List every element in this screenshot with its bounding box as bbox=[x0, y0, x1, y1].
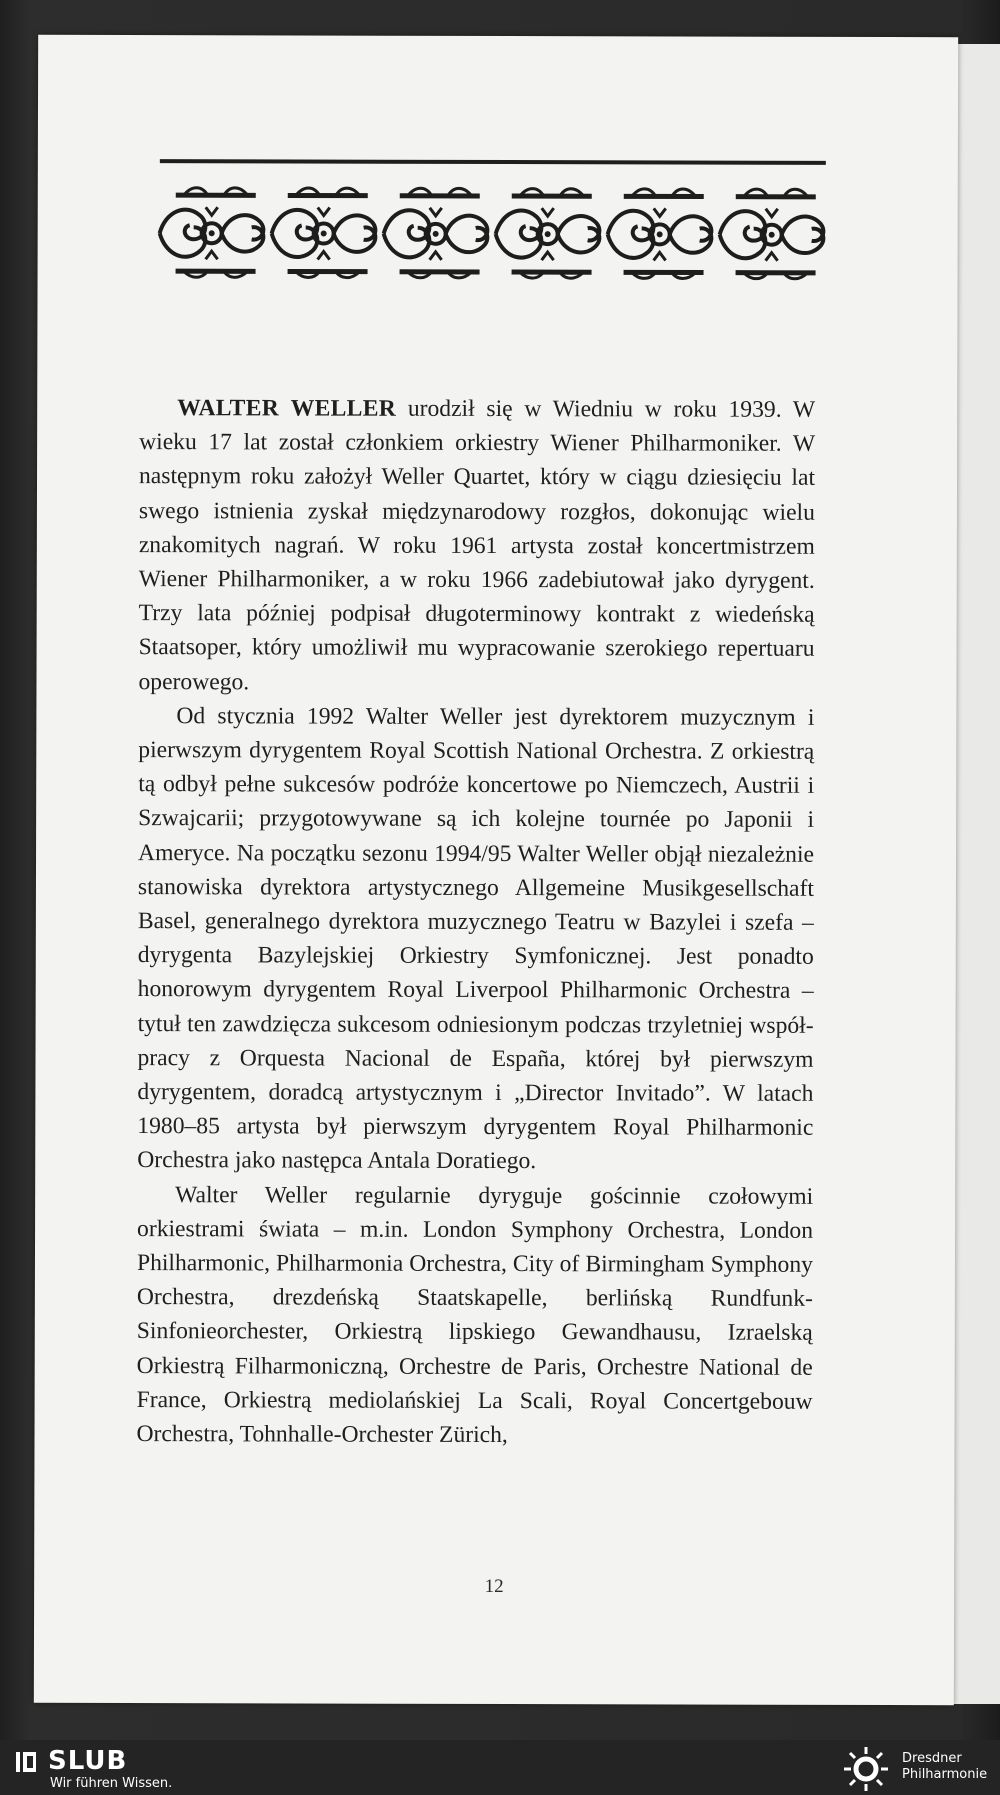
ornamental-border bbox=[156, 181, 832, 281]
library-tagline: Wir führen Wissen. bbox=[50, 1776, 173, 1791]
viewer-footer bbox=[0, 1740, 1000, 1795]
library-name[interactable]: SLUB bbox=[48, 1746, 128, 1776]
philharmonie-logo-icon[interactable] bbox=[840, 1745, 892, 1793]
partner-name-line2: Philharmonie bbox=[902, 1767, 988, 1782]
lead-name: WALTER WELLER bbox=[177, 395, 397, 422]
paragraph-1 bbox=[138, 391, 815, 701]
paragraph-3: Walter Weller regularnie dyryguje gościnnie czołowymi orkiestrami świata – m.in. London Symphony Orchestra, London Philharmonic, Philharmonia Orchestra, City of Birmingham Symphony Orchestra, drezdeńską Staatskapelle, berlińską Rundfunk-Sinfonieorchester, Orkiestrą lipskiego Gewandhausu, Izraelską Orkiestrą Filharmoniczną, Orchestre de Paris, Orchestre National de France, Orkiestrą mediolańskiej La Scali, Royal Concertgebouw Orchestra, Tohnhalle-Orchester Zürich, bbox=[136, 1181, 814, 1449]
paragraph-2: Od stycznia 1992 Walter Weller jest dyrektorem muzycznym i pierwszym dyrygentem Royal Scottish National Orchestra. Z orkiestrą tą odbył pełne sukcesów podróże koncertowe po Niemczech, Austrii i Szwajcarii; przygotowywane są ich kolejne tournée po Japonii i Ameryce. Na początku sezonu 1994/95 Walter Weller objął niezależnie stanowiska dyrektora artystycznego Allgemeine Musikgesellschaft Basel, generalnego dyrektora muzycznego Teatru w Bazylei i szefa – dyrygenta Bazylejskiej Orkiestry Symfonicznej. Jest ponadto honorowym dyrygentem Royal Liverpool Philharmonic Orchestra – tytuł ten zawdzięcza sukcesom odniesionym podczas trzyletniej współpracy z Orquesta Nacional de España, której był pierwszym dyrygentem, doradcą artystycznym i „Director Invitado”. W latach 1980–85 artysta był pierwszym dyrygentem Royal Philharmonic Orchestra jako następca Antala Doratiego. bbox=[137, 702, 815, 1175]
slub-logo-icon[interactable] bbox=[14, 1750, 38, 1774]
paragraph-1-text: urodził się w Wiedniu w roku 1939. W wieku 17 lat został członkiem orkiestry Wiener Philharmoniker. W następnym roku założył Weller Quartet, który w ciągu dziesięciu lat swego istnienia zyskał międzynarodowy rozgłos, dokonując wielu znakomitych nagrań. W roku 1961 artysta został koncertmistrzem Wiener Philharmoniker, a w roku 1966 zadebiutował jako dyrygent. Trzy lata później podpisał długoterminowy kontrakt z wiedeńską Staatsoper, który umożliwił mu wypracowanie szerokiego repertuaru operowego. bbox=[138, 395, 816, 695]
body-text bbox=[136, 391, 815, 1453]
partner-name-line1: Dresdner bbox=[902, 1751, 962, 1766]
header-rule bbox=[160, 159, 826, 165]
partner-name[interactable] bbox=[902, 1751, 987, 1783]
page-number: 12 bbox=[484, 1575, 504, 1598]
document-page bbox=[34, 35, 958, 1705]
